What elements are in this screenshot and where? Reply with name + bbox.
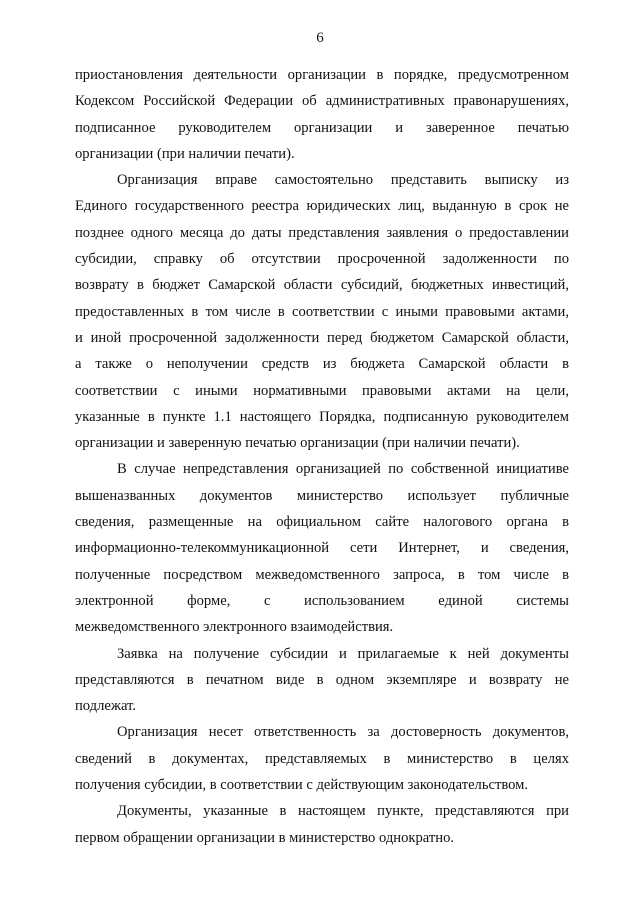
paragraph-6 — [75, 798, 569, 851]
paragraph-5 — [75, 719, 569, 798]
text-line: полученные посредством межведомственного запроса, в том числе в — [75, 566, 569, 583]
text-line: предоставленных в том числе в соответствии с иными правовыми актами, — [75, 303, 569, 320]
document-body — [75, 62, 569, 851]
text-line: сведений в документах, представляемых в министерство в целях — [75, 750, 569, 767]
text-line: организации (при наличии печати). — [75, 145, 295, 162]
paragraph-4 — [75, 641, 569, 720]
text-line: подлежат. — [75, 698, 136, 715]
paragraph-3 — [75, 456, 569, 640]
text-line: организации и заверенную печатью организации (при наличии печати). — [75, 435, 520, 452]
text-line: информационно-телекоммуникационной сети Интернет, и сведения, — [75, 540, 569, 557]
text-line: соответствии с иными нормативными правовыми актами на цели, — [75, 382, 569, 399]
page-number: 6 — [316, 30, 324, 46]
text-line: Единого государственного реестра юридических лиц, выданную в срок не — [75, 198, 569, 215]
text-line: В случае непредставления организацией по собственной инициативе — [117, 461, 569, 478]
paragraph-2 — [75, 167, 569, 456]
text-line: сведения, размещенные на официальном сайте налогового органа в — [75, 514, 569, 531]
text-line: возврату в бюджет Самарской области субсидий, бюджетных инвестиций, — [75, 277, 569, 294]
text-line: электронной форме, с использованием единой системы — [75, 592, 569, 609]
text-line: субсидии, справку об отсутствии просроченной задолженности по — [75, 251, 569, 268]
text-line: первом обращении организации в министерство однократно. — [75, 829, 455, 846]
text-line: межведомственного электронного взаимодействия. — [75, 619, 394, 636]
text-line: позднее одного месяца до даты представления заявления о предоставлении — [75, 224, 569, 241]
text-line: указанные в пункте 1.1 настоящего Порядка, подписанную руководителем — [75, 408, 569, 425]
paragraph-1 — [75, 62, 569, 167]
text-line: Заявка на получение субсидии и прилагаемые к ней документы — [117, 645, 569, 662]
text-line: Организация несет ответственность за достоверность документов, — [117, 724, 569, 741]
text-line: приостановления деятельности организации в порядке, предусмотренном — [75, 67, 569, 83]
text-line: представляются в печатном виде в одном экземпляре и возврату не — [75, 671, 569, 688]
text-line: и иной просроченной задолженности перед бюджетом Самарской области, — [75, 329, 569, 346]
text-line: а также о неполучении средств из бюджета Самарской области в — [75, 356, 569, 373]
text-line: получения субсидии, в соответствии с действующим законодательством. — [75, 777, 529, 794]
text-line: Документы, указанные в настоящем пункте, представляются при — [117, 803, 569, 820]
text-line: вышеназванных документов министерство использует публичные — [75, 487, 569, 504]
text-line: Кодексом Российской Федерации об административных правонарушениях, — [75, 93, 569, 110]
text-line: подписанное руководителем организации и заверенное печатью — [75, 119, 569, 136]
text-line: Организация вправе самостоятельно представить выписку из — [117, 172, 569, 189]
